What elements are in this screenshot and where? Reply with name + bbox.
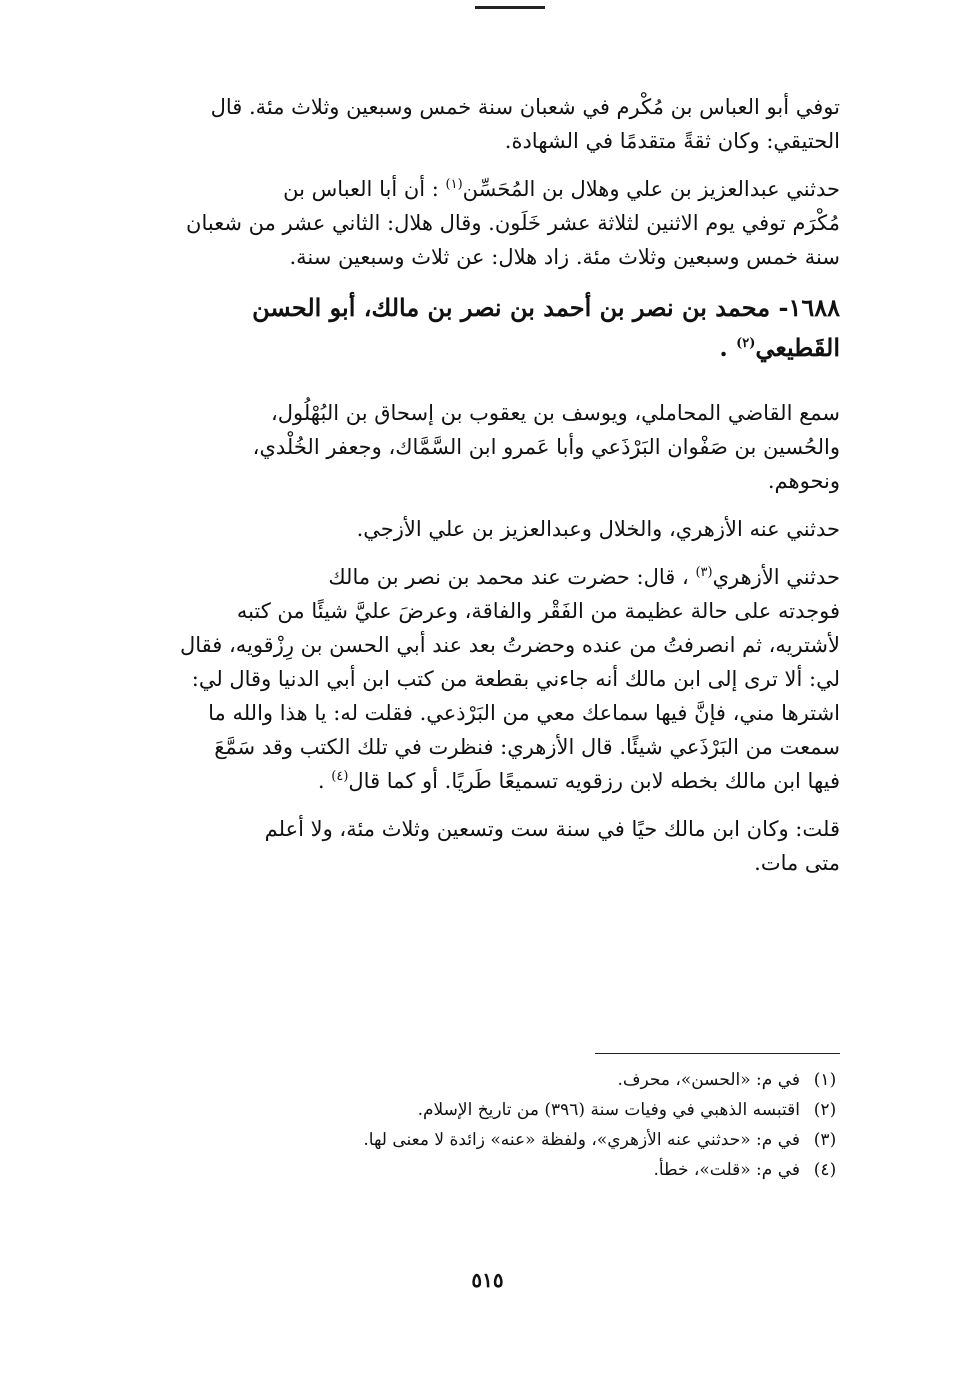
text-segment: . xyxy=(719,333,728,362)
paragraph xyxy=(140,90,840,158)
entry-heading xyxy=(140,288,840,368)
footnote xyxy=(140,1095,850,1125)
paragraph xyxy=(140,172,840,274)
footnote-text: في م: «الحسن»، محرف. xyxy=(617,1070,800,1090)
text-segment: . xyxy=(317,769,325,793)
text-line: سنة خمس وسبعين وثلاث مئة. زاد هلال: عن ثلاث وسبعين سنة. xyxy=(289,245,840,269)
footnote-number: (١) xyxy=(813,1070,837,1090)
entry-nisba: القَطيعي xyxy=(755,333,840,362)
paragraph xyxy=(140,396,840,498)
paragraph xyxy=(140,560,840,798)
text-line: اشترها مني، فإنَّ فيها سماعك معي من البَرْذعي. فقلت له: يا هذا والله ما xyxy=(208,701,840,725)
footnote-rule xyxy=(595,1053,840,1054)
header-rule xyxy=(475,6,545,9)
text-line: فوجدته على حالة عظيمة من الفَقْر والفاقة، وعرضَ عليَّ شيئًا من كتبه xyxy=(236,599,840,623)
page-number: ٥١٥ xyxy=(471,1268,504,1292)
footnote-ref: (٢) xyxy=(736,336,756,351)
footnote-number: (٢) xyxy=(813,1100,837,1120)
text-line: والحُسين بن صَفْوان البَرْذَعي وأبا عَمرو ابن السَّمَّاك، وجعفر الخُلْدي، xyxy=(252,435,840,459)
footnote-number: (٤) xyxy=(813,1160,837,1180)
footnote-number: (٣) xyxy=(813,1130,837,1150)
text-segment: : أن أبا العباس بن xyxy=(283,177,439,201)
text-line: الحتيقي: وكان ثقةً متقدمًا في الشهادة. xyxy=(504,129,840,153)
text-line xyxy=(140,560,840,594)
text-line: ونحوهم. xyxy=(767,469,840,493)
footnote-ref: (١) xyxy=(445,177,463,192)
paragraph xyxy=(140,812,840,880)
footnote xyxy=(140,1125,850,1155)
footnote-ref: (٣) xyxy=(695,565,713,580)
footnote xyxy=(140,1155,850,1185)
text-line xyxy=(140,172,840,206)
paragraph xyxy=(140,512,840,546)
text-line: سمعت من البَرْذَعي شيئًا. قال الأزهري: فنظرت في تلك الكتب وقد سَمَّعَ xyxy=(214,735,840,759)
entry-title-line: ١٦٨٨- محمد بن نصر بن أحمد بن نصر بن مالك، أبو الحسن xyxy=(252,293,840,322)
text-line: حدثني عنه الأزهري، والخلال وعبدالعزيز بن علي الأزجي. xyxy=(356,517,840,541)
text-line: توفي أبو العباس بن مُكْرم في شعبان سنة خمس وسبعين وثلاث مئة. قال xyxy=(210,95,840,119)
text-segment: فيها ابن مالك بخطه لابن رزقويه تسميعًا طَريًا. أو كما قال xyxy=(348,769,840,793)
footnote-text: اقتبسه الذهبي في وفيات سنة (٣٩٦) من تاريخ الإسلام. xyxy=(417,1100,800,1120)
footnote-text: في م: «قلت»، خطأ. xyxy=(653,1160,800,1180)
text-line: سمع القاضي المحاملي، ويوسف بن يعقوب بن إسحاق بن البُهْلُول، xyxy=(270,401,840,425)
text-line: لي: ألا ترى إلى ابن مالك أنه جاءني بقطعة من كتب ابن أبي الدنيا وقال لي: xyxy=(191,667,840,691)
footnotes xyxy=(140,1065,850,1185)
text-line: مُكْرَم توفي يوم الاثنين لثلاثة عشر خَلَون. وقال هلال: الثاني عشر من شعبان xyxy=(186,211,840,235)
footnote-text: في م: «حدثني عنه الأزهري»، ولفظة «عنه» زائدة لا معنى لها. xyxy=(363,1130,800,1150)
text-line xyxy=(140,764,840,798)
main-text xyxy=(140,90,840,894)
entry-title-line xyxy=(140,328,840,368)
text-line: قلت: وكان ابن مالك حيًا في سنة ست وتسعين وثلاث مئة، ولا أعلم xyxy=(264,817,840,841)
text-segment: ، قال: حضرت عند محمد بن نصر بن مالك xyxy=(328,565,689,589)
text-line: لأشتريه، ثم انصرفتُ من عنده وحضرتُ بعد عند أبي الحسن بن رِزْقويه، فقال xyxy=(179,633,840,657)
footnote-ref: (٤) xyxy=(331,769,349,784)
text-line: متى مات. xyxy=(754,851,840,875)
footnote xyxy=(140,1065,850,1095)
text-segment: حدثني عبدالعزيز بن علي وهلال بن المُحَسِّن xyxy=(462,177,840,201)
text-segment: حدثني الأزهري xyxy=(712,565,840,589)
